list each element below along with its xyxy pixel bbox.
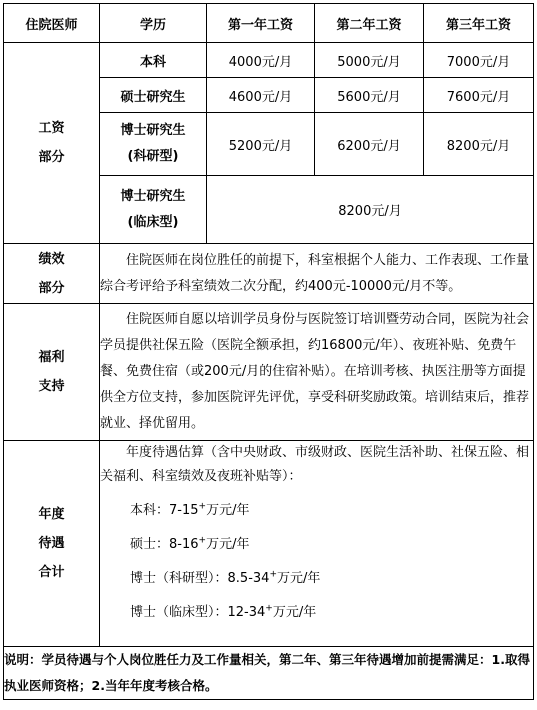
year3-salary: 7600元/月 bbox=[424, 78, 534, 113]
note-text: 说明：学员待遇与个人岗位胜任力及工作量相关，第二年、第三年待遇增加前提需满足：1.取得执业医师资格；2.当年年度考核合格。 bbox=[4, 647, 534, 700]
annual-item-master: 硕士：8-16+万元/年 bbox=[130, 535, 250, 552]
annual-label: 年度 待遇 合计 bbox=[4, 441, 100, 647]
header-degree: 学历 bbox=[100, 4, 207, 43]
year2-salary: 6200元/月 bbox=[315, 113, 424, 176]
resident-salary-table bbox=[3, 3, 534, 700]
note-row bbox=[4, 647, 534, 700]
year2-salary: 5000元/月 bbox=[315, 43, 424, 78]
header-year3: 第三年工资 bbox=[424, 4, 534, 43]
performance-row bbox=[4, 244, 534, 304]
annual-estimate bbox=[100, 441, 534, 647]
annual-item-phd-clinical: 博士（临床型）：12-34+万元/年 bbox=[130, 603, 317, 620]
header-year1: 第一年工资 bbox=[207, 4, 315, 43]
welfare-text: 住院医师自愿以培训学员身份与医院签订培训暨劳动合同，医院为社会学员提供社保五险（医院全额承担，约16800元/年）、夜班补贴、免费午餐、免费住宿（或200元/月的住宿补贴）。在培训考核、执医注册等方面提供全方位支持，参加医院评先评优，享受科研奖励政策。培训结束后，推荐就业、择优留用。 bbox=[100, 304, 534, 441]
annual-item-phd-research: 博士（科研型）：8.5-34+万元/年 bbox=[130, 569, 321, 586]
welfare-row bbox=[4, 304, 534, 441]
degree-cell: 博士研究生 (临床型) bbox=[100, 176, 207, 244]
header-resident: 住院医师 bbox=[4, 4, 100, 43]
year1-salary: 4600元/月 bbox=[207, 78, 315, 113]
performance-label: 绩效 部分 bbox=[4, 244, 100, 304]
clinical-salary: 8200元/月 bbox=[207, 176, 534, 244]
year3-salary: 8200元/月 bbox=[424, 113, 534, 176]
year2-salary: 5600元/月 bbox=[315, 78, 424, 113]
year1-salary: 4000元/月 bbox=[207, 43, 315, 78]
degree-cell: 博士研究生 (科研型) bbox=[100, 113, 207, 176]
annual-row bbox=[4, 441, 534, 647]
performance-text: 住院医师在岗位胜任的前提下，科室根据个人能力、工作表现、工作量综合考评给予科室绩效二次分配，约400元-10000元/月不等。 bbox=[100, 244, 534, 304]
year3-salary: 7000元/月 bbox=[424, 43, 534, 78]
degree-cell: 硕士研究生 bbox=[100, 78, 207, 113]
header-year2: 第二年工资 bbox=[315, 4, 424, 43]
annual-intro: 年度待遇估算（含中央财政、市级财政、医院生活补助、社保五险、相关福利、科室绩效及夜班补贴等）： bbox=[100, 445, 530, 484]
year1-salary: 5200元/月 bbox=[207, 113, 315, 176]
welfare-label: 福利 支持 bbox=[4, 304, 100, 441]
degree-cell: 本科 bbox=[100, 43, 207, 78]
salary-row-bachelor bbox=[4, 43, 534, 78]
annual-item-bachelor: 本科：7-15+万元/年 bbox=[130, 501, 250, 518]
salary-section-label: 工资 部分 bbox=[4, 43, 100, 244]
header-row bbox=[4, 4, 534, 43]
